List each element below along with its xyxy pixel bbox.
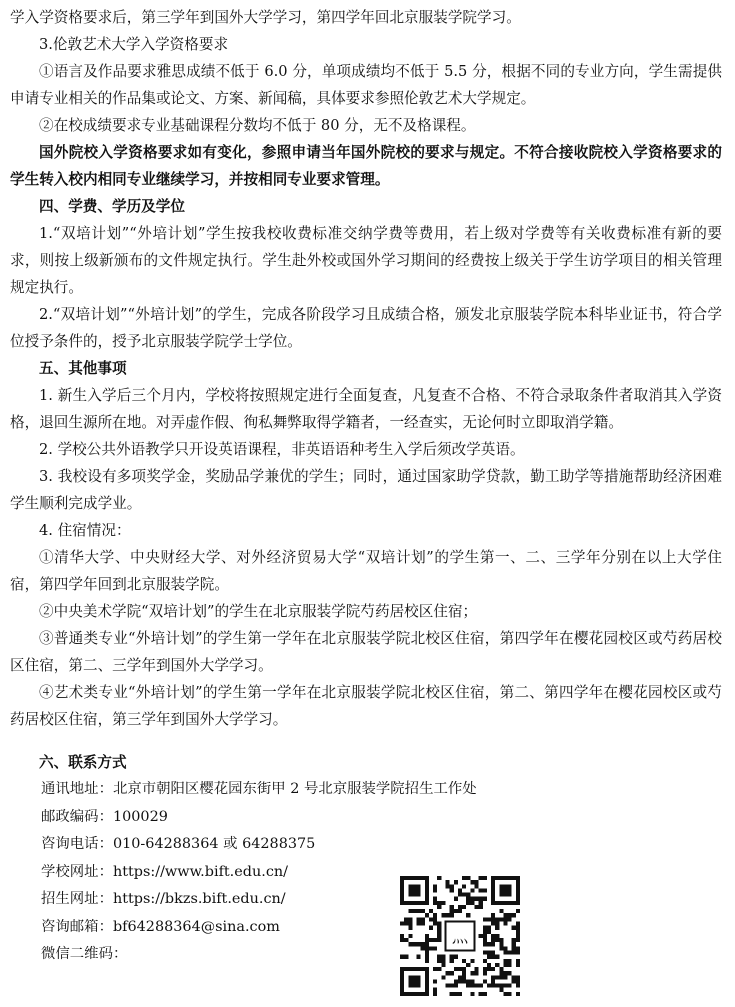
paragraph-housing-3: ③普通类专业“外培计划”的学生第一学年在北京服装学院北校区住宿，第四学年在樱花园校区或芍药居校区住宿，第二、三学年到国外大学学习。 bbox=[10, 630, 722, 674]
qr-code-icon bbox=[400, 876, 520, 996]
paragraph-language-requirement: ①语言及作品要求雅思成绩不低于 6.0 分，单项成绩均不低于 5.5 分，根据不同的专业方向，学生需提供申请专业相关的作品集或论文、方案、新闻稿，具体要求参照伦敦艺术大学规定。 bbox=[10, 63, 722, 107]
paragraph-fees-2: 2.“双培计划”“外培计划”的学生，完成各阶段学习且成绩合格，颁发北京服装学院本科毕业证书，符合学位授予条件的，授予北京服装学院学士学位。 bbox=[10, 306, 722, 350]
contact-wechat-label: 微信二维码： bbox=[41, 946, 128, 962]
contact-postcode: 邮政编码：100029 bbox=[41, 808, 168, 825]
section-heading-other: 五、其他事项 bbox=[39, 360, 127, 377]
paragraph-other-2: 2. 学校公共外语教学只开设英语课程，非英语语种考生入学后须改学英语。 bbox=[39, 441, 525, 458]
paragraph-continuation: 学入学资格要求后，第三学年到国外大学学习，第四学年回北京服装学院学习。 bbox=[10, 9, 521, 26]
contact-list bbox=[10, 776, 722, 969]
paragraph-bold-notice: 国外院校入学资格要求如有变化，参照申请当年国外院校的要求与规定。不符合接收院校入学资格要求的学生转入校内相同专业继续学习，并按相同专业要求管理。 bbox=[10, 144, 722, 188]
paragraph-housing-4: ④艺术类专业“外培计划”的学生第一学年在北京服装学院北校区住宿，第二、第四学年在樱花园校区或芍药居校区住宿，第三学年到国外大学学习。 bbox=[10, 684, 722, 728]
paragraph-grade-requirement: ②在校成绩要求专业基础课程分数均不低于 80 分，无不及格课程。 bbox=[39, 117, 476, 134]
paragraph-other-3: 3. 我校设有多项奖学金，奖励品学兼优的学生；同时，通过国家助学贷款，勤工助学等措施帮助经济困难学生顺利完成学业。 bbox=[10, 468, 722, 512]
paragraph-fees-1: 1.“双培计划”“外培计划”学生按我校收费标准交纳学费等费用，若上级对学费等有关收费标准有新的要求，则按上级新颁布的文件规定执行。学生赴外校或国外学习期间的经费按上级关于学生访学项目的相关管理规定执行。 bbox=[10, 225, 722, 296]
contact-admissions-website[interactable]: 招生网址：https://bkzs.bift.edu.cn/ bbox=[41, 891, 286, 907]
contact-phone: 咨询电话：010-64288364 或 64288375 bbox=[41, 836, 316, 852]
paragraph-other-4: 4. 住宿情况： bbox=[39, 522, 131, 539]
paragraph-housing-2: ②中央美术学院“双培计划”的学生在北京服装学院芍药居校区住宿； bbox=[39, 603, 478, 620]
subheading-ual-requirements: 3.伦敦艺术大学入学资格要求 bbox=[39, 36, 229, 53]
contact-email[interactable]: 咨询邮箱：bf64288364@sina.com bbox=[41, 918, 280, 935]
contact-address: 通讯地址：北京市朝阳区樱花园东街甲 2 号北京服装学院招生工作处 bbox=[41, 781, 477, 797]
svg-text:灬: 灬 bbox=[451, 926, 469, 946]
document-page bbox=[10, 4, 722, 969]
contact-school-website[interactable]: 学校网址：https://www.bift.edu.cn/ bbox=[41, 863, 288, 880]
paragraph-other-1: 1. 新生入学后三个月内，学校将按照规定进行全面复查，凡复查不合格、不符合录取条件者取消其入学资格，退回生源所在地。对弄虚作假、徇私舞弊取得学籍者，一经查实，无论何时立即取消学籍。 bbox=[10, 387, 722, 431]
paragraph-housing-1: ①清华大学、中央财经大学、对外经济贸易大学“双培计划”的学生第一、二、三学年分别在以上大学住宿，第四学年回到北京服装学院。 bbox=[10, 549, 722, 593]
section-heading-fees: 四、学费、学历及学位 bbox=[39, 198, 185, 215]
section-heading-contact: 六、联系方式 bbox=[39, 754, 127, 771]
